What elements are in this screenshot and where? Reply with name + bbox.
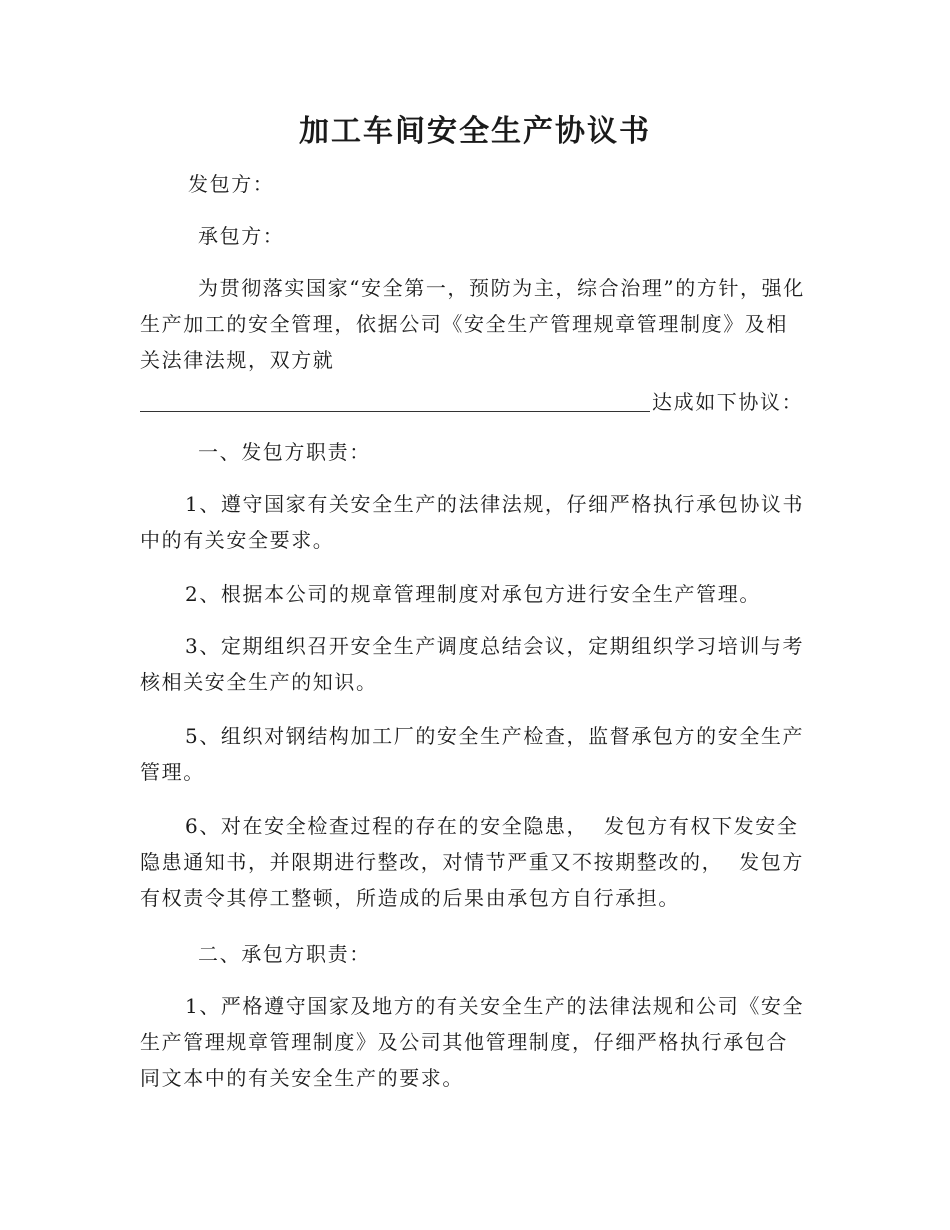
section-heading-party-b: 二、承包方职责： [198, 942, 371, 966]
section-heading-party-a: 一、发包方职责： [198, 440, 371, 464]
intro-paragraph: 为贯彻落实国家“安全第一，预防为主，综合治理”的方针，强化生产加工的安全管理，依据公司《安全生产管理规章管理制度》及相关法律法规，双方就 [140, 276, 805, 372]
party-a-label: 发包方： [188, 172, 275, 196]
party-b-duty-1: 1、严格遵守国家及地方的有关安全生产的法律法规和公司《安全生产管理规章管理制度》及公司其他管理制度，仔细严格执行承包合同文本中的有关安全生产的要求。 [140, 994, 805, 1090]
party-a-duty-1: 1、遵守国家有关安全生产的法律法规，仔细严格执行承包协议书中的有关安全要求。 [140, 492, 805, 552]
party-a-duty-2: 2、根据本公司的规章管理制度对承包方进行安全生产管理。 [185, 582, 761, 606]
document-title: 加工车间安全生产协议书 [299, 114, 651, 149]
intro-suffix: 达成如下协议： [652, 390, 804, 414]
party-a-duty-3: 3、定期组织召开安全生产调度总结会议，定期组织学习培训与考核相关安全生产的知识。 [140, 634, 805, 694]
fill-in-blank-line[interactable] [140, 411, 650, 412]
party-a-duty-5: 5、组织对钢结构加工厂的安全生产检查，监督承包方的安全生产管理。 [140, 724, 805, 784]
party-b-label: 承包方： [198, 224, 285, 248]
agreement-blank-row [140, 384, 808, 420]
party-a-duty-6: 6、对在安全检查过程的存在的安全隐患， 发包方有权下发安全隐患通知书，并限期进行整改，对情节严重又不按期整改的， 发包方有权责令其停工整顿，所造成的后果由承包方自行承担。 [140, 814, 804, 910]
